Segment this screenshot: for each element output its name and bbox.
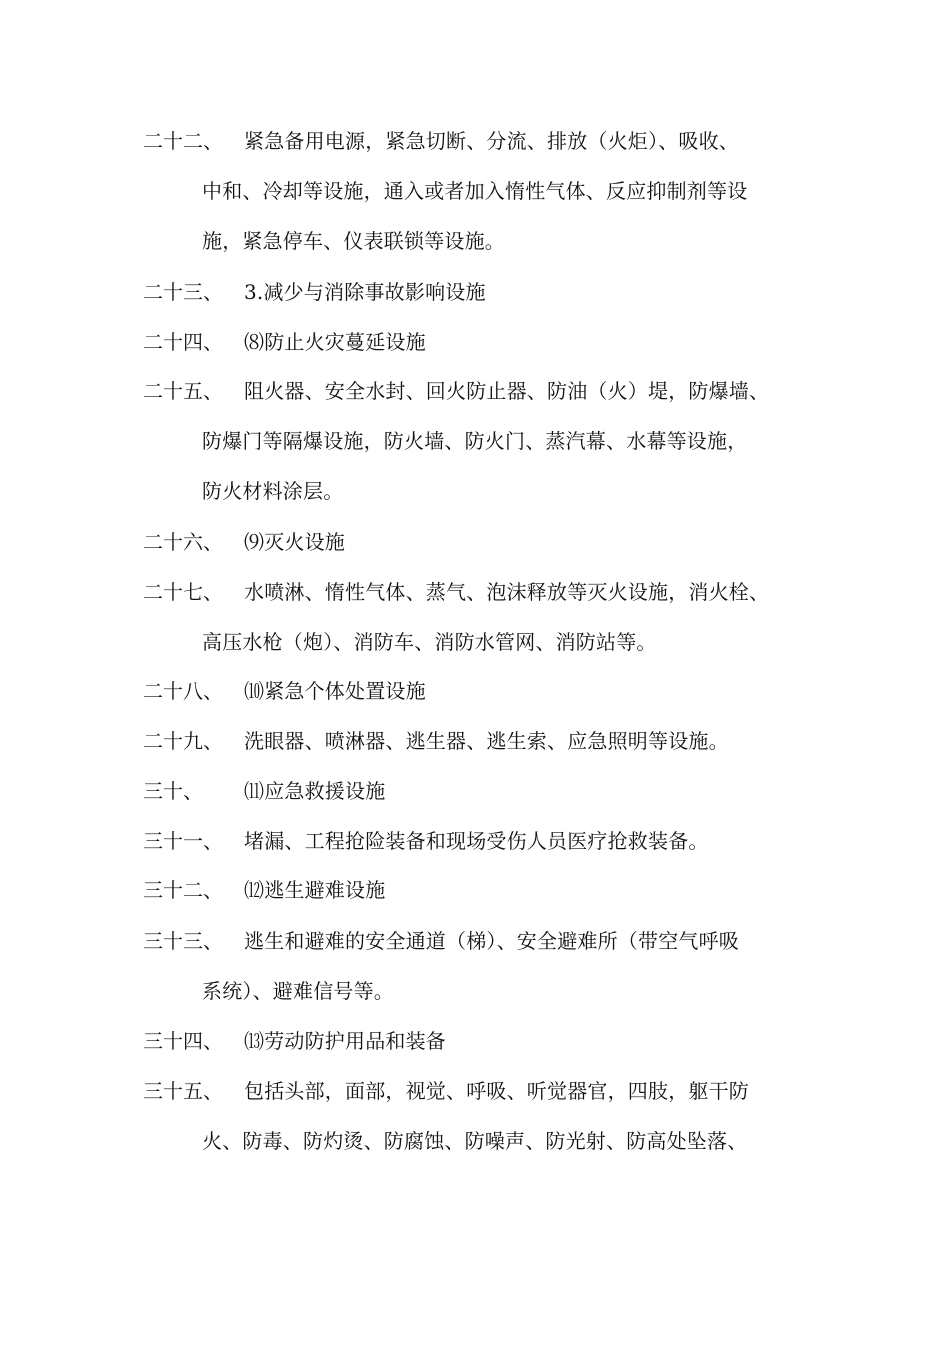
item-text-line: 高压水枪（炮）、消防车、消防水管网、消防站等。	[202, 630, 657, 654]
item-number: 二十四、	[143, 330, 223, 354]
item-text-line: 系统）、避难信号等。	[202, 979, 394, 1003]
item-number: 三十四、	[143, 1029, 223, 1053]
item-text-line: ⑾应急救援设施	[244, 779, 386, 803]
item-number: 二十六、	[143, 530, 223, 554]
item-number: 三十二、	[143, 878, 223, 902]
item-text-line: 逃生和避难的安全通道（梯）、安全避难所（带空气呼吸	[244, 929, 739, 953]
item-number: 三十三、	[143, 929, 223, 953]
item-number: 三十一、	[143, 829, 223, 853]
item-text-line: 中和、冷却等设施，通入或者加入惰性气体、反应抑制剂等设	[202, 179, 748, 203]
item-text-line: ⒀劳动防护用品和装备	[244, 1029, 446, 1053]
item-text-line: 防爆门等隔爆设施，防火墙、防火门、蒸汽幕、水幕等设施，	[202, 429, 748, 453]
item-text-line: 紧急备用电源，紧急切断、分流、排放（火炬）、吸收、	[244, 129, 739, 153]
item-text-line: 水喷淋、惰性气体、蒸气、泡沫释放等灭火设施，消火栓、	[244, 580, 770, 604]
item-text-line: ⑿逃生避难设施	[244, 878, 386, 902]
item-text-line: 洗眼器、喷淋器、逃生器、逃生索、应急照明等设施。	[244, 729, 729, 753]
item-number: 二十九、	[143, 729, 223, 753]
item-text-line: 火、防毒、防灼烫、防腐蚀、防噪声、防光射、防高处坠落、	[202, 1129, 748, 1153]
item-text-line: 3.减少与消除事故影响设施	[244, 280, 486, 304]
item-number: 三十、	[143, 779, 203, 803]
item-number: 三十五、	[143, 1079, 223, 1103]
item-number: 二十七、	[143, 580, 223, 604]
item-text-line: ⑼灭火设施	[244, 530, 345, 554]
item-text-line: 防火材料涂层。	[202, 479, 344, 503]
item-text-line: 阻火器、安全水封、回火防止器、防油（火）堤，防爆墙、	[244, 379, 770, 403]
item-text-line: 堵漏、工程抢险装备和现场受伤人员医疗抢救装备。	[244, 829, 709, 853]
item-number: 二十二、	[143, 129, 223, 153]
item-text-line: ⑻防止火灾蔓延设施	[244, 330, 426, 354]
item-text-line: ⑽紧急个体处置设施	[244, 679, 426, 703]
item-text-line: 包括头部，面部，视觉、呼吸、听觉器官，四肢，躯干防	[244, 1079, 749, 1103]
item-text-line: 施，紧急停车、仪表联锁等设施。	[202, 229, 505, 253]
item-number: 二十五、	[143, 379, 223, 403]
item-number: 二十三、	[143, 280, 223, 304]
item-number: 二十八、	[143, 679, 223, 703]
